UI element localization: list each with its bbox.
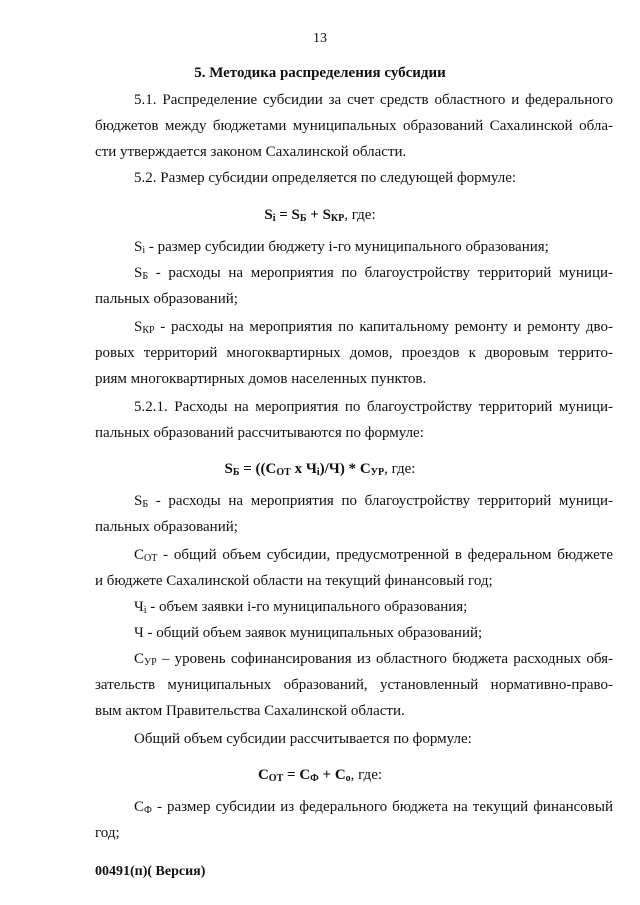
formula-symbol: S: [264, 207, 273, 223]
definition-line: [134, 598, 613, 616]
def-symbol: С: [134, 799, 145, 815]
formula-subscript: Б: [232, 467, 240, 478]
formula-symbol: С: [257, 767, 269, 783]
paragraph-line: 5.2.1. Расходы на мероприятия по благоустройству территорий муници-: [134, 399, 613, 415]
formula-subscript: Ф: [310, 773, 319, 784]
def-subscript: Б: [142, 271, 149, 282]
def-text: - объем заявки i-го муниципального образования;: [146, 599, 468, 615]
formula-subscript: УР: [370, 467, 385, 478]
formula-operator: +: [306, 207, 323, 223]
definition-line: [134, 624, 613, 642]
formula-operator: +: [318, 767, 335, 783]
definition-line: [134, 238, 613, 256]
def-text: - общий объем субсидии, предусмотренной в федеральном бюджете: [157, 547, 613, 563]
formula-subscript: ОТ: [268, 773, 284, 784]
formula-operator: =: [283, 767, 300, 783]
document-footer-code: 00491(п)( Версия): [95, 864, 206, 879]
formula-main: [0, 206, 640, 224]
section-heading: 5. Методика распределения субсидии: [194, 65, 446, 81]
formula-tail: , где:: [344, 207, 376, 223]
definition-line: зательств муниципальных образований, установленный нормативно-право-: [95, 677, 613, 693]
definition-line: риям многоквартирных домов населенных пунктов.: [95, 371, 427, 387]
def-symbol: С: [134, 651, 145, 667]
def-subscript: i: [142, 245, 146, 256]
paragraph-line: пальных образований рассчитываются по формуле:: [95, 425, 424, 441]
definition-line: [134, 798, 613, 816]
formula-symbol: S: [291, 207, 300, 223]
formula-symbol: С: [299, 767, 311, 783]
def-symbol: S: [134, 319, 143, 335]
formula-operator: ) *: [339, 461, 360, 477]
def-subscript: ОТ: [144, 553, 158, 564]
formula-symbol: S: [224, 461, 233, 477]
formula-tail: , где:: [350, 767, 383, 783]
paragraph-line: Общий объем субсидии рассчитывается по формуле:: [134, 731, 472, 747]
formula-operator: =: [275, 207, 292, 223]
formula-subscript: КР: [330, 213, 345, 224]
paragraph-line: 5.1. Распределение субсидии за счет средств областного и федерального: [134, 92, 613, 108]
def-symbol: S: [134, 265, 143, 281]
page-number: 13: [313, 31, 327, 46]
def-subscript: Б: [142, 499, 149, 510]
def-subscript: i: [143, 605, 147, 616]
formula-subscript: i: [272, 213, 276, 224]
def-subscript: Ф: [144, 805, 152, 816]
definition-line: пальных образований;: [95, 519, 238, 535]
def-text: - расходы на мероприятия по капитальному ремонту и ремонту дво-: [154, 319, 613, 335]
definition-line: [134, 650, 613, 668]
definition-line: [134, 318, 613, 336]
definition-line: вым актом Правительства Сахалинской области.: [95, 703, 405, 719]
def-symbol: S: [134, 493, 143, 509]
formula-subscript: ОТ: [276, 467, 291, 478]
formula-symbol: С: [265, 461, 277, 477]
formula-subscript: о: [345, 773, 351, 784]
formula-subscript: Б: [299, 213, 307, 224]
definition-line: [134, 546, 613, 564]
paragraph-line: 5.2. Размер субсидии определяется по следующей формуле:: [134, 170, 517, 186]
formula-symbol: С: [359, 461, 371, 477]
definition-line: [134, 492, 613, 510]
definition-line: [134, 264, 613, 282]
formula-operator: x: [290, 461, 306, 477]
def-symbol: С: [134, 547, 145, 563]
formula-operator: )/: [319, 461, 329, 477]
def-symbol: Ч: [134, 625, 144, 641]
def-text: - размер субсидии из федерального бюджета на текущий финансовый: [151, 799, 613, 815]
definition-line: и бюджете Сахалинской области на текущий финансовый год;: [95, 573, 493, 589]
formula-symbol: С: [334, 767, 346, 783]
formula-budget: [0, 460, 640, 478]
formula-symbol: S: [322, 207, 331, 223]
def-subscript: КР: [142, 325, 155, 336]
def-text: - общий объем заявок муниципальных образований;: [143, 625, 483, 641]
def-subscript: УР: [144, 657, 157, 668]
def-text: - расходы на мероприятия по благоустройству территорий муници-: [148, 265, 613, 281]
def-symbol: S: [134, 239, 143, 255]
formula-subscript: i: [316, 467, 320, 478]
paragraph-line: сти утверждается законом Сахалинской области.: [95, 144, 407, 160]
def-symbol: Ч: [134, 599, 144, 615]
formula-total: [0, 766, 640, 784]
formula-operator: = ((: [239, 461, 266, 477]
definition-line: ровых территорий многоквартирных домов, проездов к дворовым террито-: [95, 345, 613, 361]
formula-symbol: Ч: [305, 461, 317, 477]
def-text: - расходы на мероприятия по благоустройству территорий муници-: [148, 493, 613, 509]
formula-tail: , где:: [384, 461, 416, 477]
def-text: - размер субсидии бюджету i-го муниципального образования;: [145, 239, 549, 255]
formula-symbol: Ч: [328, 461, 340, 477]
paragraph-line: бюджетов между бюджетами муниципальных образований Сахалинской обла-: [95, 118, 613, 134]
definition-line: год;: [95, 825, 120, 841]
def-text: – уровень софинансирования из областного бюджета расходных обя-: [156, 651, 613, 667]
definition-line: пальных образований;: [95, 291, 238, 307]
